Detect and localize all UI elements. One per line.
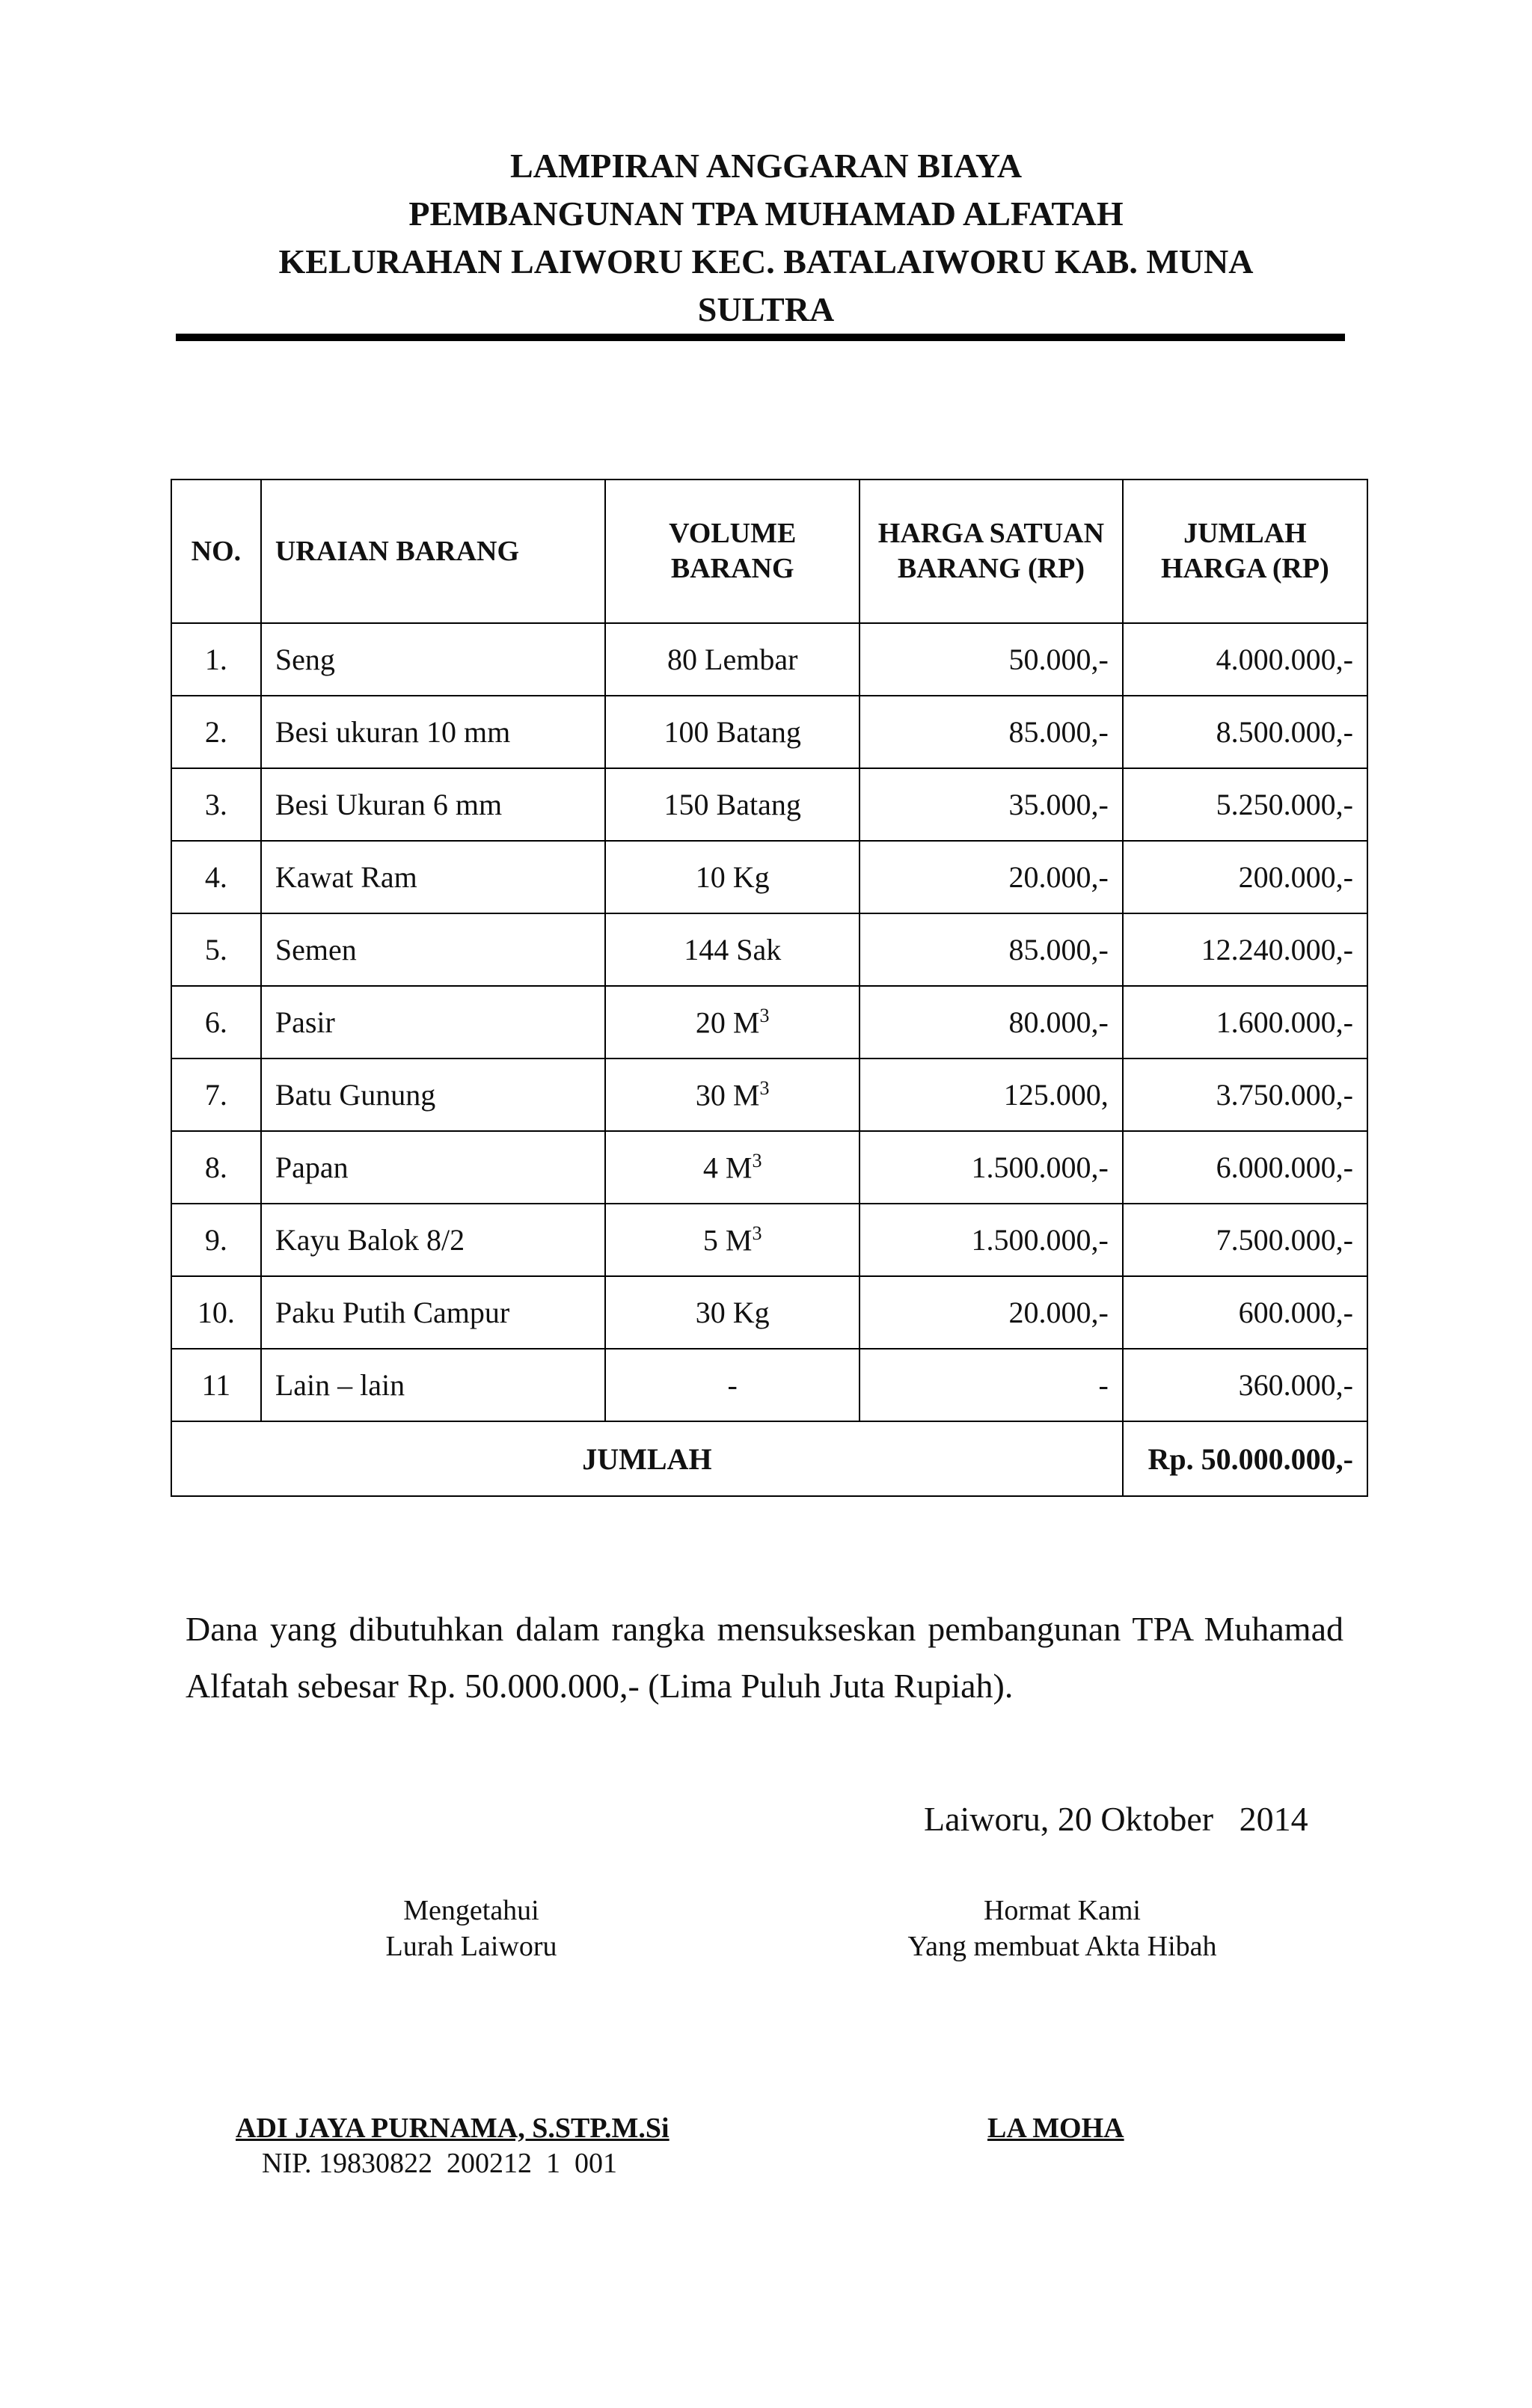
row-total <box>1123 768 1367 841</box>
cubic-superscript: 3 <box>752 1222 762 1244</box>
header-unit-price: HARGA SATUAN BARANG (RP) <box>860 480 1123 623</box>
row-volume-text: 144 Sak <box>684 933 782 966</box>
row-total <box>1123 1276 1367 1349</box>
table-row <box>171 1059 1367 1131</box>
row-no <box>171 913 261 986</box>
row-unit-price-text: 85.000,- <box>1008 715 1109 749</box>
row-unit-price <box>860 841 1123 913</box>
row-volume-text: 20 M <box>695 1005 760 1040</box>
row-unit-price-text: 80.000,- <box>1008 1005 1109 1039</box>
row-item-text: Besi Ukuran 6 mm <box>275 788 503 821</box>
row-total <box>1123 1131 1367 1204</box>
row-item-text: Batu Gunung <box>275 1078 436 1112</box>
cubic-superscript: 3 <box>759 1076 770 1099</box>
row-item-text: Pasir <box>275 1005 335 1039</box>
table-row <box>171 1131 1367 1204</box>
row-item <box>261 1276 606 1349</box>
row-unit-price-text: 1.500.000,- <box>971 1223 1109 1257</box>
row-unit-price-text: 1.500.000,- <box>971 1151 1109 1184</box>
table-row <box>171 841 1367 913</box>
header-item: URAIAN BARANG <box>261 480 606 623</box>
row-no-text: 5. <box>204 933 227 966</box>
row-volume-text: 150 Batang <box>664 788 801 821</box>
row-total-text: 7.500.000,- <box>1216 1223 1353 1257</box>
row-item <box>261 986 606 1059</box>
cubic-superscript: 3 <box>759 1004 770 1026</box>
row-volume <box>605 623 860 696</box>
row-item <box>261 696 606 768</box>
row-no <box>171 1059 261 1131</box>
row-unit-price <box>860 623 1123 696</box>
row-item-text: Kawat Ram <box>275 860 417 894</box>
row-item-text: Besi ukuran 10 mm <box>275 715 511 749</box>
row-unit-price <box>860 1349 1123 1421</box>
row-no-text: 7. <box>204 1078 227 1112</box>
row-volume <box>605 913 860 986</box>
document-title <box>0 142 1532 334</box>
row-item <box>261 623 606 696</box>
title-line-3: KELURAHAN LAIWORU KEC. BATALAIWORU KAB. MUNA <box>278 242 1254 281</box>
header-no: NO. <box>171 480 261 623</box>
row-total-text: 12.240.000,- <box>1201 933 1353 966</box>
table-total-row <box>171 1421 1367 1496</box>
row-total-text: 1.600.000,- <box>1216 1005 1353 1039</box>
row-total <box>1123 1059 1367 1131</box>
left-signature-line-1: Mengetahui <box>403 1895 539 1926</box>
table-row <box>171 913 1367 986</box>
row-no-text: 2. <box>204 715 227 749</box>
row-volume <box>605 1349 860 1421</box>
row-volume <box>605 1131 860 1204</box>
row-volume <box>605 841 860 913</box>
table-row <box>171 623 1367 696</box>
row-no-text: 3. <box>204 788 227 821</box>
row-total <box>1123 696 1367 768</box>
row-unit-price-text: 35.000,- <box>1008 788 1109 821</box>
row-volume <box>605 1059 860 1131</box>
row-item-text: Lain – lain <box>275 1368 405 1402</box>
row-item <box>261 1204 606 1276</box>
row-volume-text: 30 Kg <box>695 1296 770 1329</box>
row-unit-price-text: 20.000,- <box>1008 860 1109 894</box>
row-volume-text: 80 Lembar <box>667 643 798 676</box>
row-total-text: 360.000,- <box>1238 1368 1353 1402</box>
row-total-text: 4.000.000,- <box>1216 643 1353 676</box>
row-total <box>1123 1204 1367 1276</box>
row-item <box>261 768 606 841</box>
cubic-superscript: 3 <box>752 1149 762 1171</box>
total-value: Rp. 50.000.000,- <box>1123 1421 1367 1496</box>
row-total-text: 8.500.000,- <box>1216 715 1353 749</box>
row-no <box>171 1204 261 1276</box>
title-line-2: PEMBANGUNAN TPA MUHAMAD ALFATAH <box>408 194 1124 233</box>
row-no-text: 6. <box>204 1005 227 1039</box>
budget-table <box>171 479 1368 1497</box>
row-item-text: Seng <box>275 643 335 676</box>
row-volume <box>605 986 860 1059</box>
row-total-text: 5.250.000,- <box>1216 788 1353 821</box>
row-total <box>1123 623 1367 696</box>
left-signature-block <box>333 1893 610 1964</box>
row-item-text: Kayu Balok 8/2 <box>275 1223 465 1257</box>
left-signature-line-2: Lurah Laiworu <box>385 1931 557 1962</box>
row-item <box>261 1349 606 1421</box>
row-no <box>171 696 261 768</box>
left-signatory-name: ADI JAYA PURNAMA, S.STP.M.Si <box>236 2113 670 2144</box>
row-item <box>261 913 606 986</box>
table-row <box>171 1276 1367 1349</box>
row-volume-text: 4 M <box>702 1151 753 1185</box>
row-volume <box>605 1276 860 1349</box>
funding-paragraph: Dana yang dibutuhkan dalam rangka mensukseskan pembangunan TPA Muhamad Alfatah sebesar Rp. 50.000.000,- (Lima Puluh Juta Rupiah). <box>186 1610 1343 1705</box>
title-line-1: LAMPIRAN ANGGARAN BIAYA <box>509 147 1023 185</box>
row-volume-text: 5 M <box>702 1223 753 1257</box>
table-row <box>171 696 1367 768</box>
row-no-text: 10. <box>197 1296 235 1329</box>
table-row <box>171 986 1367 1059</box>
table-row <box>171 1349 1367 1421</box>
row-unit-price <box>860 1059 1123 1131</box>
right-signatory-name: LA MOHA <box>987 2113 1124 2144</box>
row-total-text: 6.000.000,- <box>1216 1151 1353 1184</box>
row-unit-price <box>860 1276 1123 1349</box>
row-no-text: 11 <box>201 1368 231 1402</box>
row-item-text: Semen <box>275 933 357 966</box>
header-volume: VOLUME BARANG <box>605 480 860 623</box>
place-date: Laiworu, 20 Oktober 2014 <box>924 1800 1308 1838</box>
row-unit-price-text: 125.000, <box>1003 1078 1109 1112</box>
row-item <box>261 841 606 913</box>
row-volume <box>605 696 860 768</box>
row-total <box>1123 913 1367 986</box>
row-no <box>171 1349 261 1421</box>
row-total-text: 200.000,- <box>1238 860 1353 894</box>
row-unit-price <box>860 986 1123 1059</box>
row-item <box>261 1131 606 1204</box>
table-row <box>171 768 1367 841</box>
row-volume <box>605 768 860 841</box>
row-total <box>1123 986 1367 1059</box>
row-unit-price <box>860 1131 1123 1204</box>
row-unit-price <box>860 768 1123 841</box>
row-unit-price-text: 85.000,- <box>1008 933 1109 966</box>
row-unit-price-text: 20.000,- <box>1008 1296 1109 1329</box>
row-volume-text: 100 Batang <box>664 715 801 749</box>
right-signature-line-1: Hormat Kami <box>983 1895 1141 1926</box>
row-no <box>171 841 261 913</box>
row-unit-price <box>860 1204 1123 1276</box>
row-volume-text: - <box>727 1368 738 1402</box>
right-signature-block <box>860 1893 1264 1964</box>
title-underline-rule <box>176 334 1345 341</box>
left-signatory-nip: NIP. 19830822 200212 1 001 <box>262 2148 618 2179</box>
row-total <box>1123 1349 1367 1421</box>
row-total <box>1123 841 1367 913</box>
title-line-4: SULTRA <box>697 290 835 328</box>
row-unit-price-text: 50.000,- <box>1008 643 1109 676</box>
row-unit-price <box>860 696 1123 768</box>
row-item-text: Paku Putih Campur <box>275 1296 510 1329</box>
row-volume-text: 10 Kg <box>695 860 770 894</box>
row-item-text: Papan <box>275 1151 349 1184</box>
table-header-row <box>171 480 1367 623</box>
row-item <box>261 1059 606 1131</box>
row-unit-price-text: - <box>1098 1368 1109 1402</box>
header-total: JUMLAH HARGA (RP) <box>1123 480 1367 623</box>
row-no-text: 4. <box>204 860 227 894</box>
row-no <box>171 623 261 696</box>
right-signature-line-2: Yang membuat Akta Hibah <box>907 1931 1217 1962</box>
row-total-text: 600.000,- <box>1238 1296 1353 1329</box>
row-no-text: 9. <box>204 1223 227 1257</box>
row-no-text: 1. <box>204 643 227 676</box>
table-row <box>171 1204 1367 1276</box>
row-volume-text: 30 M <box>695 1078 760 1112</box>
row-no-text: 8. <box>204 1151 227 1184</box>
row-no <box>171 1276 261 1349</box>
row-no <box>171 986 261 1059</box>
row-no <box>171 1131 261 1204</box>
row-total-text: 3.750.000,- <box>1216 1078 1353 1112</box>
row-no <box>171 768 261 841</box>
total-label: JUMLAH <box>171 1421 1123 1496</box>
row-unit-price <box>860 913 1123 986</box>
row-volume <box>605 1204 860 1276</box>
